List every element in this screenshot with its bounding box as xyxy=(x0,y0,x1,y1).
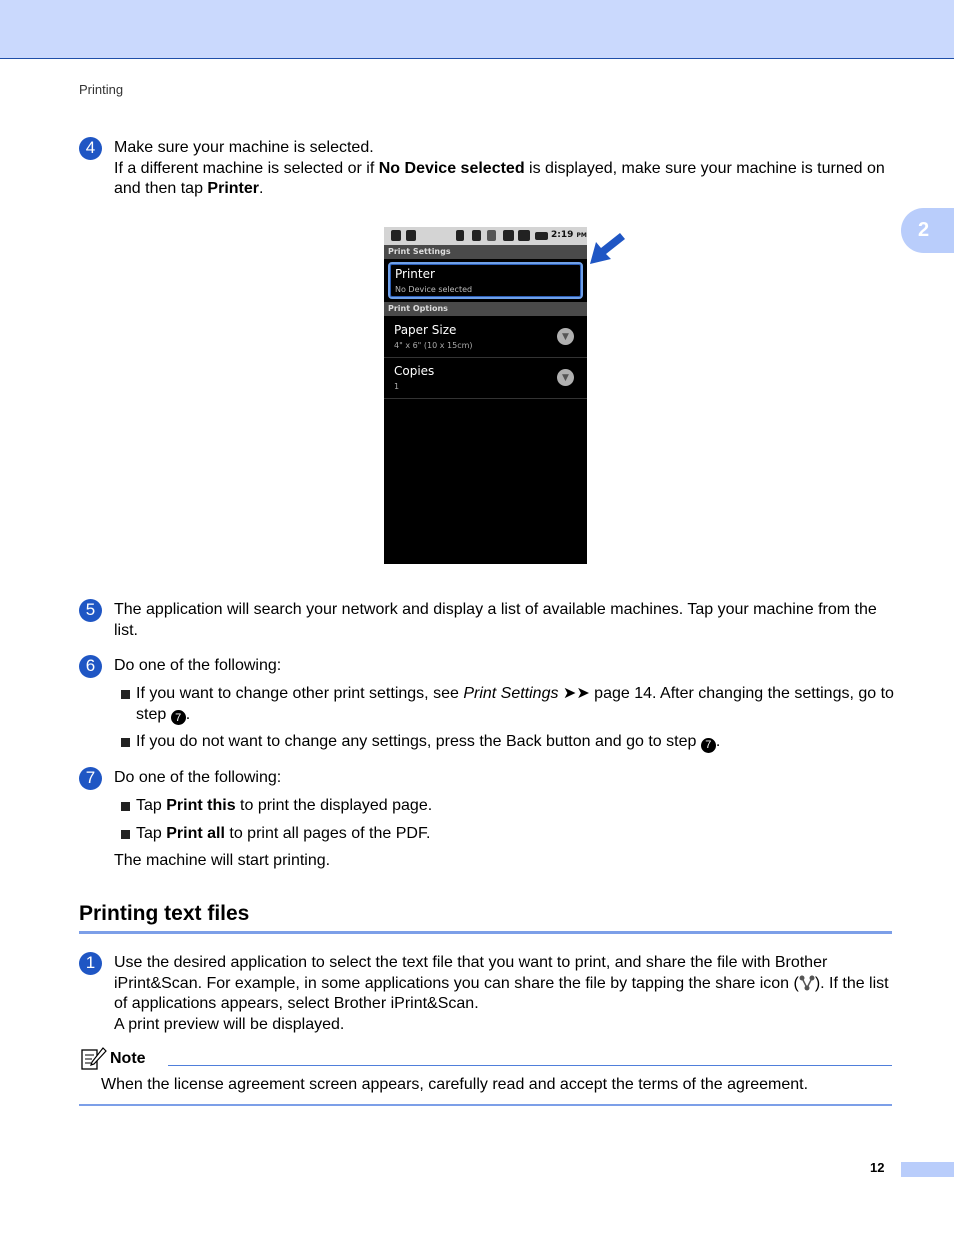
copies-title: Copies xyxy=(394,364,435,378)
step-text xyxy=(114,953,894,1035)
note-heading xyxy=(81,1047,146,1071)
step-text xyxy=(114,138,894,200)
bluetooth-icon xyxy=(456,230,464,241)
printer-subtitle: No Device selected xyxy=(395,285,473,294)
text-run: Tap xyxy=(136,797,167,814)
step-number-badge: 7 xyxy=(79,767,102,790)
step-number-badge: 5 xyxy=(79,599,102,622)
bullet-square-icon xyxy=(121,738,130,747)
note-bottom-divider xyxy=(79,1104,892,1106)
note-label: Note xyxy=(110,1050,146,1067)
text-run: If you do not want to change any settings, press the Back button and go to step xyxy=(136,733,701,750)
ui-term: Printer xyxy=(207,180,259,197)
text-run: Tap xyxy=(136,825,167,842)
text-run: . xyxy=(715,733,721,750)
paper-size-item[interactable] xyxy=(384,317,587,358)
note-pencil-icon xyxy=(81,1047,107,1071)
page-number-bar xyxy=(901,1162,954,1177)
step-number-badge: 6 xyxy=(79,655,102,678)
paper-size-value: 4" x 6" (10 x 15cm) xyxy=(394,341,473,350)
text-run: ➤➤ page 14. After changing the settings, go to step xyxy=(136,685,894,723)
share-icon xyxy=(799,975,815,991)
section-title: Printing text files xyxy=(79,902,250,925)
wifi-icon xyxy=(487,230,496,241)
step-result-text: The machine will start printing. xyxy=(114,852,331,869)
bullet-text xyxy=(136,824,896,845)
ui-term: No Device selected xyxy=(378,159,525,177)
step-text: The application will search your network and display a list of available machines. Tap your machine from the list. xyxy=(114,601,877,639)
chevron-down-icon[interactable]: ▼ xyxy=(557,369,574,386)
vibrate-icon xyxy=(472,230,481,241)
usb-icon xyxy=(406,230,416,241)
text-run: ). If the list of applications appears, select Brother iPrint&Scan. xyxy=(114,974,889,1012)
step-reference-badge: 7 xyxy=(171,710,186,725)
data-icon xyxy=(503,230,514,241)
ui-term: Print all xyxy=(166,825,225,842)
paper-size-title: Paper Size xyxy=(394,323,457,337)
section-header-print-options: Print Options xyxy=(384,302,587,316)
notification-icon xyxy=(391,230,401,241)
running-head: Printing xyxy=(79,82,124,97)
copies-item[interactable] xyxy=(384,358,587,399)
copies-value: 1 xyxy=(394,382,400,391)
time-value: 2:19 xyxy=(551,230,574,240)
note-text: When the license agreement screen appears, carefully read and accept the terms of the agreement. xyxy=(101,1076,809,1093)
text-run: . xyxy=(259,180,264,197)
text-run: is displayed, make sure your machine is turned on and then tap xyxy=(114,159,885,197)
callout-arrow-icon xyxy=(587,233,627,267)
step-number-badge: 1 xyxy=(79,952,102,975)
step-text: Do one of the following: xyxy=(114,657,282,674)
text-run: to print all pages of the PDF. xyxy=(224,825,431,842)
text-run: to print the displayed page. xyxy=(235,797,433,814)
cross-reference-link[interactable]: Print Settings xyxy=(463,685,559,702)
page-number: 12 xyxy=(870,1160,885,1175)
chevron-down-icon[interactable]: ▼ xyxy=(557,328,574,345)
status-time xyxy=(551,230,587,240)
text-run: If you want to change other print settings, see xyxy=(136,685,464,702)
bullet-text xyxy=(136,732,896,753)
battery-icon xyxy=(535,232,548,240)
text-run: If a different machine is selected or if xyxy=(114,159,379,177)
header-band xyxy=(0,0,954,59)
text-run: . xyxy=(185,705,191,723)
step-line: Make sure your machine is selected. xyxy=(114,139,374,156)
text-run: Use the desired application to select the text file that you want to print, and share the file with Brother iPrint&Scan. For example, in some applications you can share the file by tapping the share icon ( xyxy=(114,954,828,992)
step-number-badge: 4 xyxy=(79,137,102,160)
printer-setting-item[interactable] xyxy=(388,262,583,299)
step-reference-badge: 7 xyxy=(701,738,716,753)
bullet-text xyxy=(136,684,896,725)
signal-icon xyxy=(518,230,530,241)
note-divider xyxy=(168,1065,892,1066)
step-line xyxy=(114,953,894,1015)
chapter-number: 2 xyxy=(917,219,930,241)
bullet-text xyxy=(136,796,896,817)
step-line xyxy=(114,159,894,200)
section-divider xyxy=(79,931,892,934)
ui-term: Print this xyxy=(166,797,236,814)
status-bar xyxy=(384,227,587,245)
step-line: A print preview will be displayed. xyxy=(114,1015,345,1033)
chapter-tab xyxy=(901,208,954,253)
bullet-square-icon xyxy=(121,690,130,699)
bullet-square-icon xyxy=(121,830,130,839)
printer-title: Printer xyxy=(395,267,435,281)
time-ampm: PM xyxy=(576,232,587,239)
bullet-square-icon xyxy=(121,802,130,811)
step-text: Do one of the following: xyxy=(114,769,282,786)
section-header-print-settings: Print Settings xyxy=(384,245,587,259)
phone-screenshot xyxy=(384,227,587,564)
